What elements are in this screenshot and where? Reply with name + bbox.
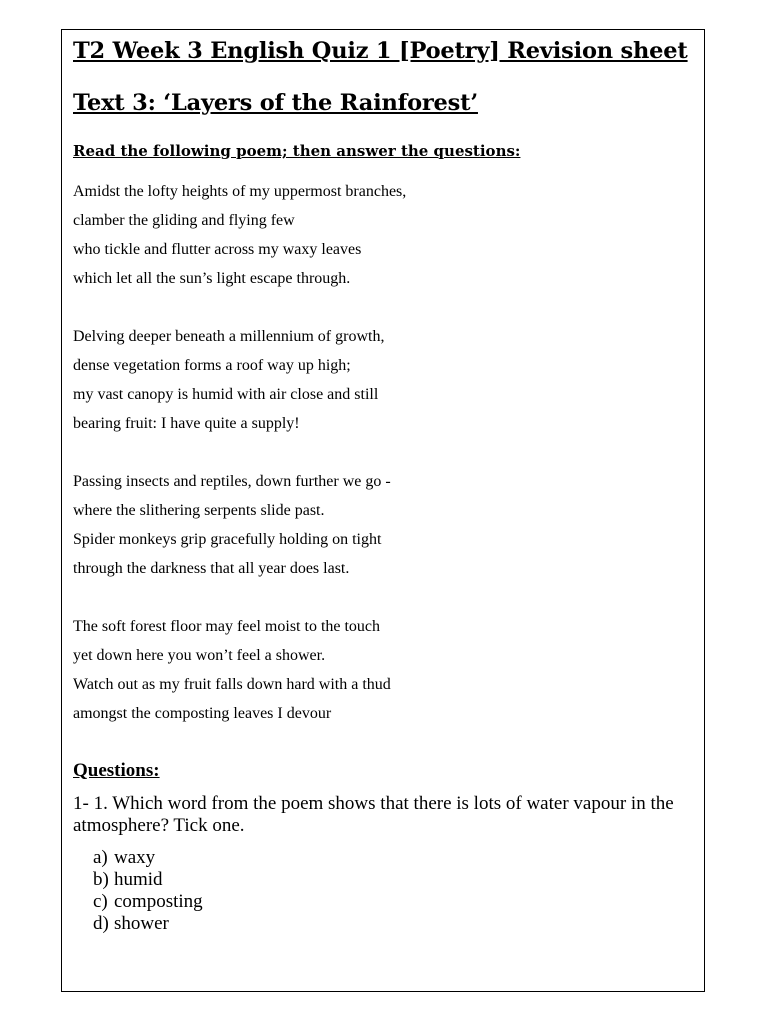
poem-line: my vast canopy is humid with air close and still (73, 386, 379, 403)
option-text: composting (114, 891, 203, 912)
questions-heading: Questions: (73, 760, 160, 781)
poem-line: yet down here you won’t feel a shower. (73, 647, 326, 664)
poem-line: amongst the composting leaves I devour (73, 705, 332, 722)
stanza-2 (73, 322, 693, 438)
answer-options (93, 847, 203, 935)
poem-line: clamber the gliding and flying few (73, 212, 295, 229)
poem-line: bearing fruit: I have quite a supply! (73, 415, 300, 432)
answer-option[interactable] (93, 913, 203, 935)
stanza-3 (73, 467, 693, 583)
poem-line: Delving deeper beneath a millennium of growth, (73, 328, 385, 345)
option-label: c) (93, 891, 108, 912)
answer-option[interactable] (93, 869, 203, 891)
option-text: waxy (114, 847, 156, 868)
poem-line: The soft forest floor may feel moist to the touch (73, 618, 381, 635)
instruction: Read the following poem; then answer the questions: (73, 142, 521, 160)
page-title: T2 Week 3 English Quiz 1 [Poetry] Revision sheet (73, 38, 688, 64)
poem-line: Watch out as my fruit falls down hard with a thud (73, 676, 391, 693)
option-label: b) (93, 869, 109, 890)
text-title: Text 3: ‘Layers of the Rainforest’ (73, 90, 478, 116)
answer-option[interactable] (93, 891, 203, 913)
option-text: shower (114, 913, 169, 934)
poem-line: through the darkness that all year does last. (73, 560, 350, 577)
stanza-1 (73, 177, 693, 293)
poem-line: which let all the sun’s light escape through. (73, 270, 351, 287)
option-label: d) (93, 913, 109, 934)
poem-line: Amidst the lofty heights of my uppermost branches, (73, 183, 407, 200)
option-label: a) (93, 847, 108, 868)
stanza-4 (73, 612, 693, 728)
revision-sheet (61, 29, 705, 992)
answer-option[interactable] (93, 847, 203, 869)
poem-line: Passing insects and reptiles, down further we go - (73, 473, 391, 490)
poem-line: dense vegetation forms a roof way up high; (73, 357, 351, 374)
poem-line: Spider monkeys grip gracefully holding on tight (73, 531, 382, 548)
poem-line: who tickle and flutter across my waxy leaves (73, 241, 362, 258)
option-text: humid (114, 869, 163, 890)
poem-line: where the slithering serpents slide past. (73, 502, 325, 519)
poem (73, 177, 693, 728)
question-text: 1- 1. Which word from the poem shows that there is lots of water vapour in the atmosphere? Tick one. (73, 793, 674, 836)
